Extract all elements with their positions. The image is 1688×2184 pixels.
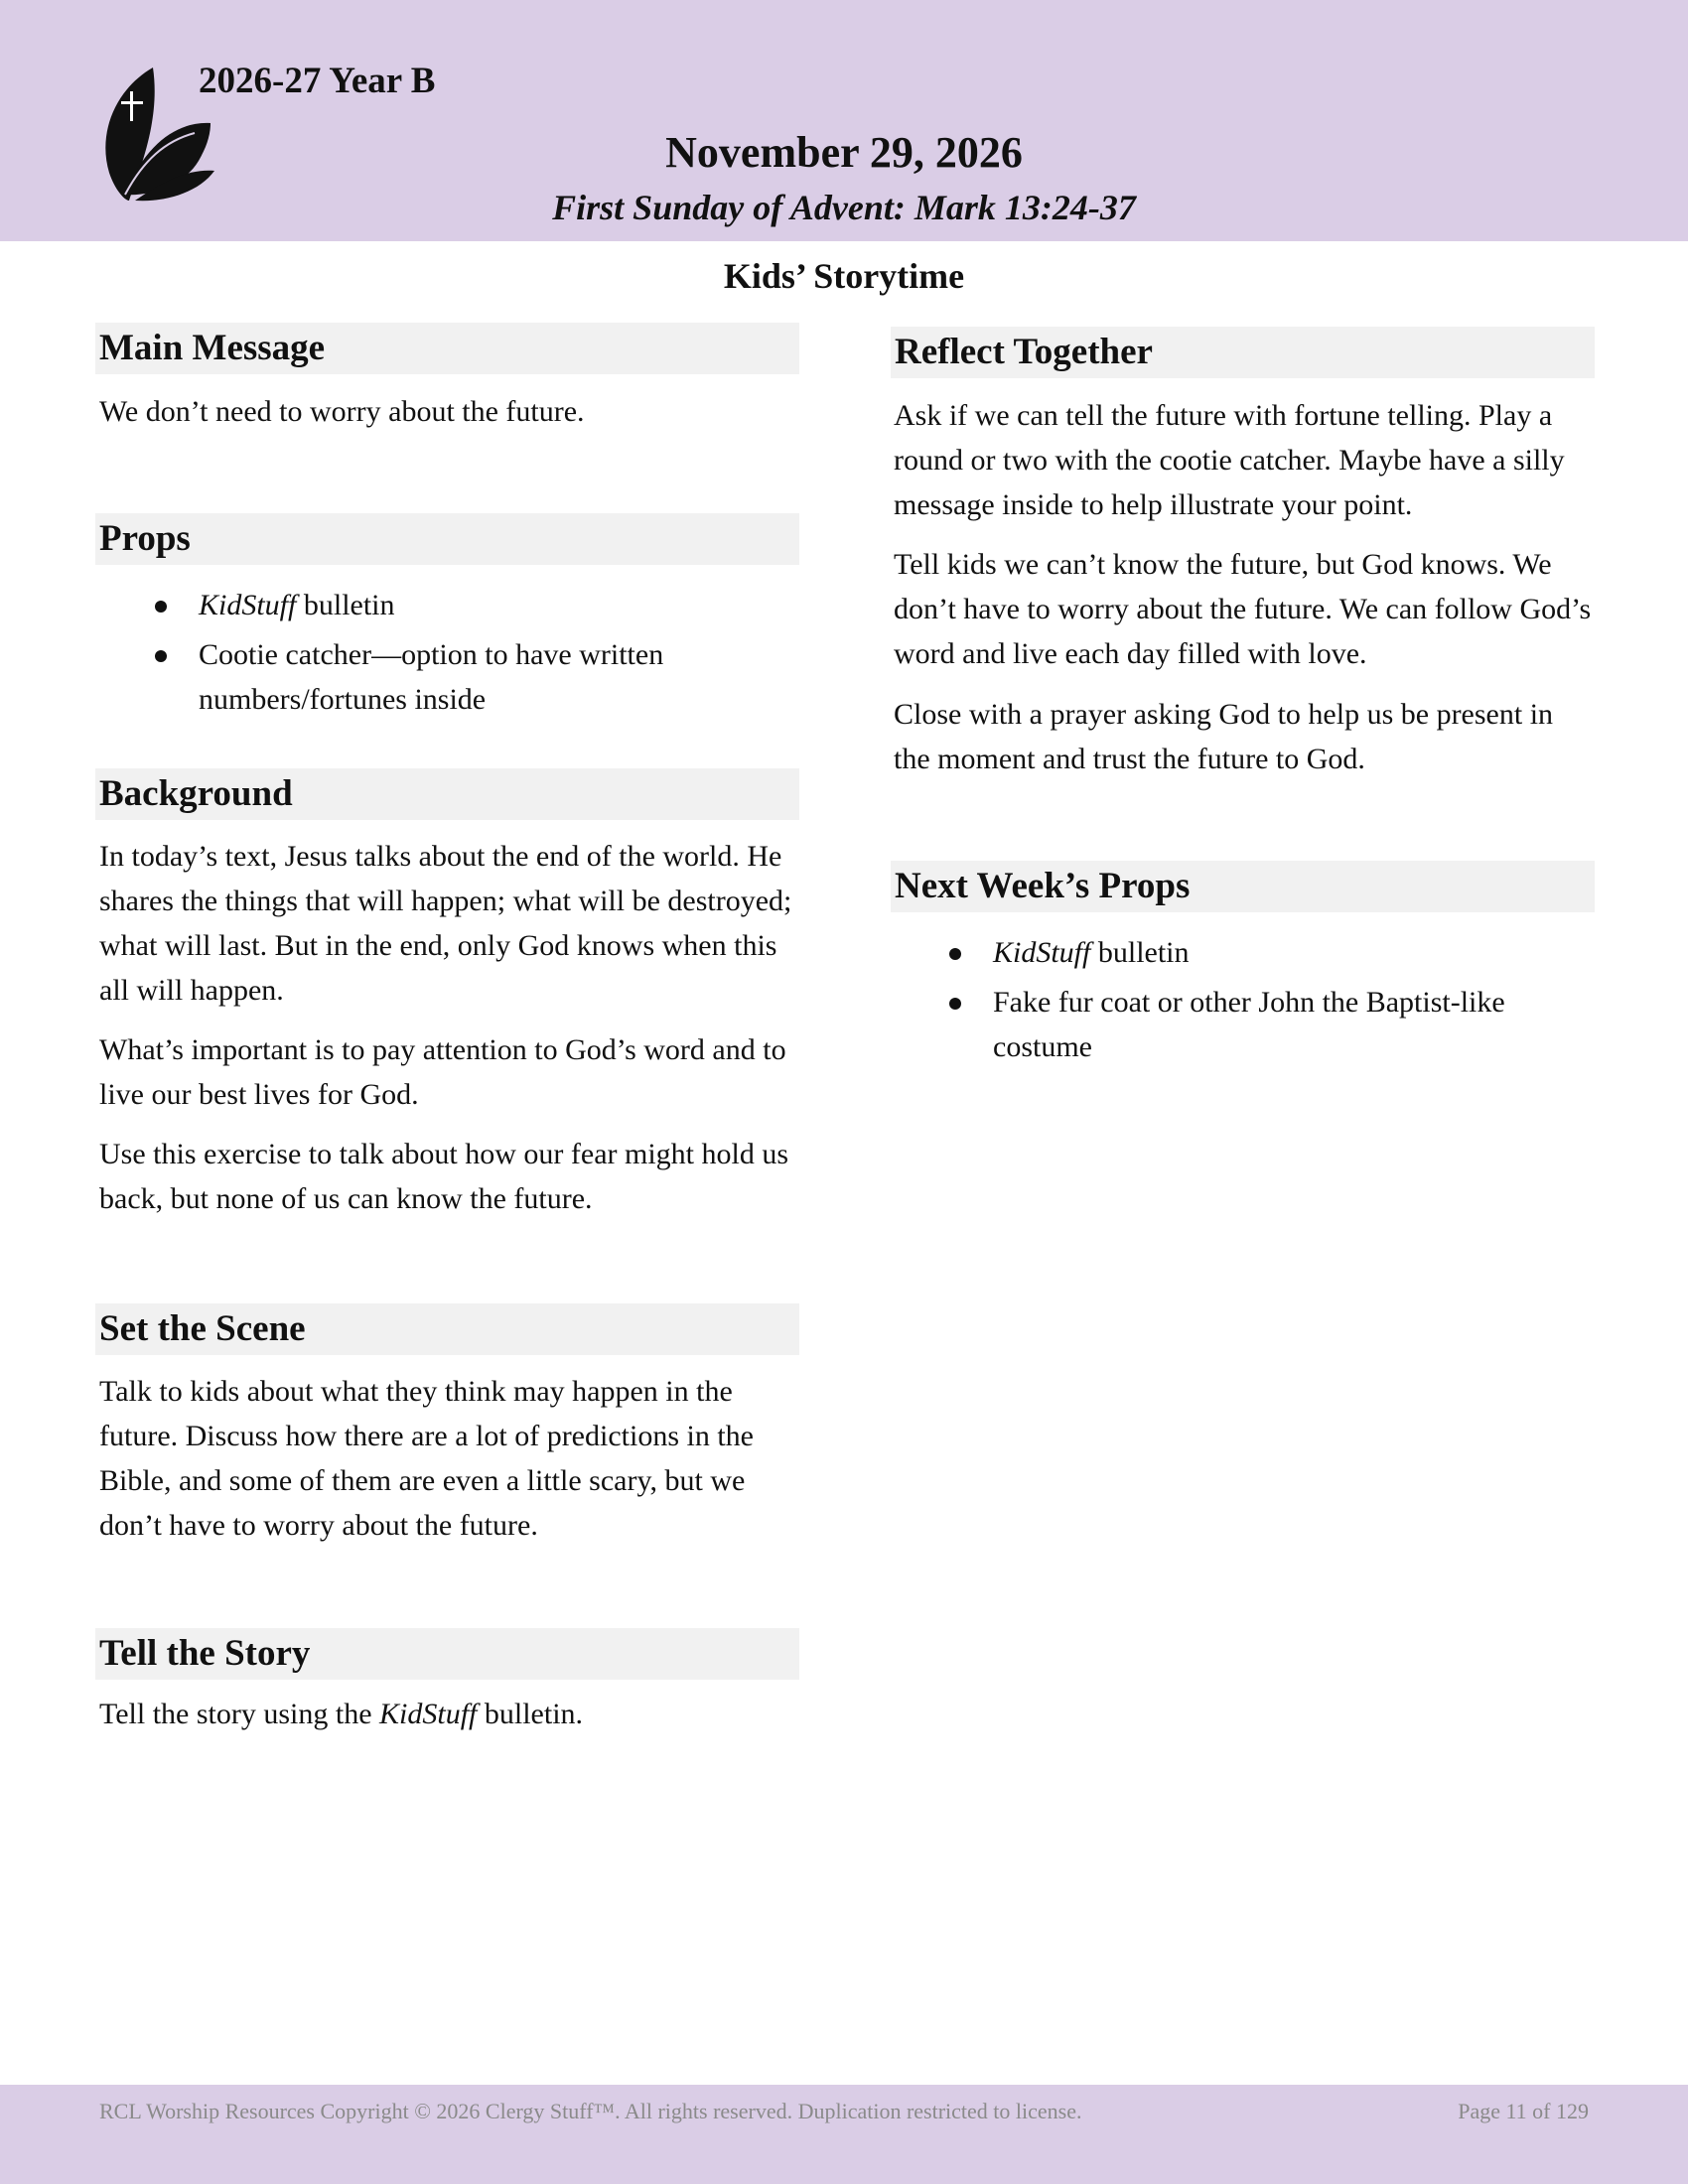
- background-paragraph-3: Use this exercise to talk about how our fear might hold us back, but none of us can know the future.: [99, 1138, 789, 1215]
- year-label: 2026-27 Year B: [199, 61, 436, 101]
- page-number: Page 11 of 129: [1458, 2099, 1589, 2123]
- background-heading: Background: [95, 768, 799, 820]
- page-title: Kids’ Storytime: [723, 256, 965, 296]
- list-item: Cootie catcher—option to have written numbers/fortunes inside: [99, 632, 799, 722]
- tell-the-story-text-part: bulletin.: [477, 1698, 584, 1730]
- kidstuff-italic: KidStuff: [199, 589, 297, 621]
- list-item: Fake fur coat or other John the Baptist-like costume: [894, 980, 1594, 1069]
- tell-the-story-heading: Tell the Story: [95, 1628, 799, 1680]
- tell-the-story-text: [99, 1692, 799, 1736]
- reflect-together-paragraph-1: Ask if we can tell the future with fortune telling. Play a round or two with the cootie catcher. Maybe have a silly message inside to help illustrate your point.: [894, 399, 1565, 521]
- background-paragraph-1: In today’s text, Jesus talks about the end of the world. He shares the things that will happen; what will be destroyed; what will last. But in the end, only God knows when this all will happen.: [99, 840, 792, 1007]
- reflect-together-heading: Reflect Together: [891, 327, 1595, 378]
- set-the-scene-heading: Set the Scene: [95, 1303, 799, 1355]
- props-heading: Props: [95, 513, 799, 565]
- next-weeks-props-list: [894, 930, 1594, 1074]
- list-item: [99, 583, 799, 627]
- tell-the-story-text-part: Tell the story using the: [99, 1698, 380, 1730]
- set-the-scene-text: Talk to kids about what they think may happen in the future. Discuss how there are a lot of predictions in the Bible, and some of them are even a little scary, but we don’t have to worry about the future.: [99, 1375, 754, 1542]
- kidstuff-italic: KidStuff: [379, 1698, 478, 1730]
- service-date: November 29, 2026: [665, 128, 1023, 177]
- background-paragraph-2: What’s important is to pay attention to God’s word and to live our best lives for God.: [99, 1033, 786, 1111]
- copyright-notice: RCL Worship Resources Copyright © 2026 Clergy Stuff™. All rights reserved. Duplication restricted to license.: [99, 2099, 1082, 2123]
- list-item-text: bulletin: [1090, 936, 1190, 969]
- main-message-text: We don’t need to worry about the future.: [99, 395, 585, 428]
- occasion-subtitle: First Sunday of Advent: Mark 13:24-37: [552, 188, 1136, 227]
- main-message-heading: Main Message: [95, 323, 799, 374]
- list-item: [894, 930, 1594, 975]
- kidstuff-italic: KidStuff: [993, 936, 1091, 969]
- reflect-together-paragraph-2: Tell kids we can’t know the future, but God knows. We don’t have to worry about the future. We can follow God’s word and live each day filled with love.: [894, 548, 1592, 670]
- list-item-text: bulletin: [296, 589, 395, 621]
- next-weeks-props-heading: Next Week’s Props: [891, 861, 1595, 912]
- props-list: [99, 583, 799, 727]
- reflect-together-paragraph-3: Close with a prayer asking God to help us be present in the moment and trust the future to God.: [894, 698, 1554, 775]
